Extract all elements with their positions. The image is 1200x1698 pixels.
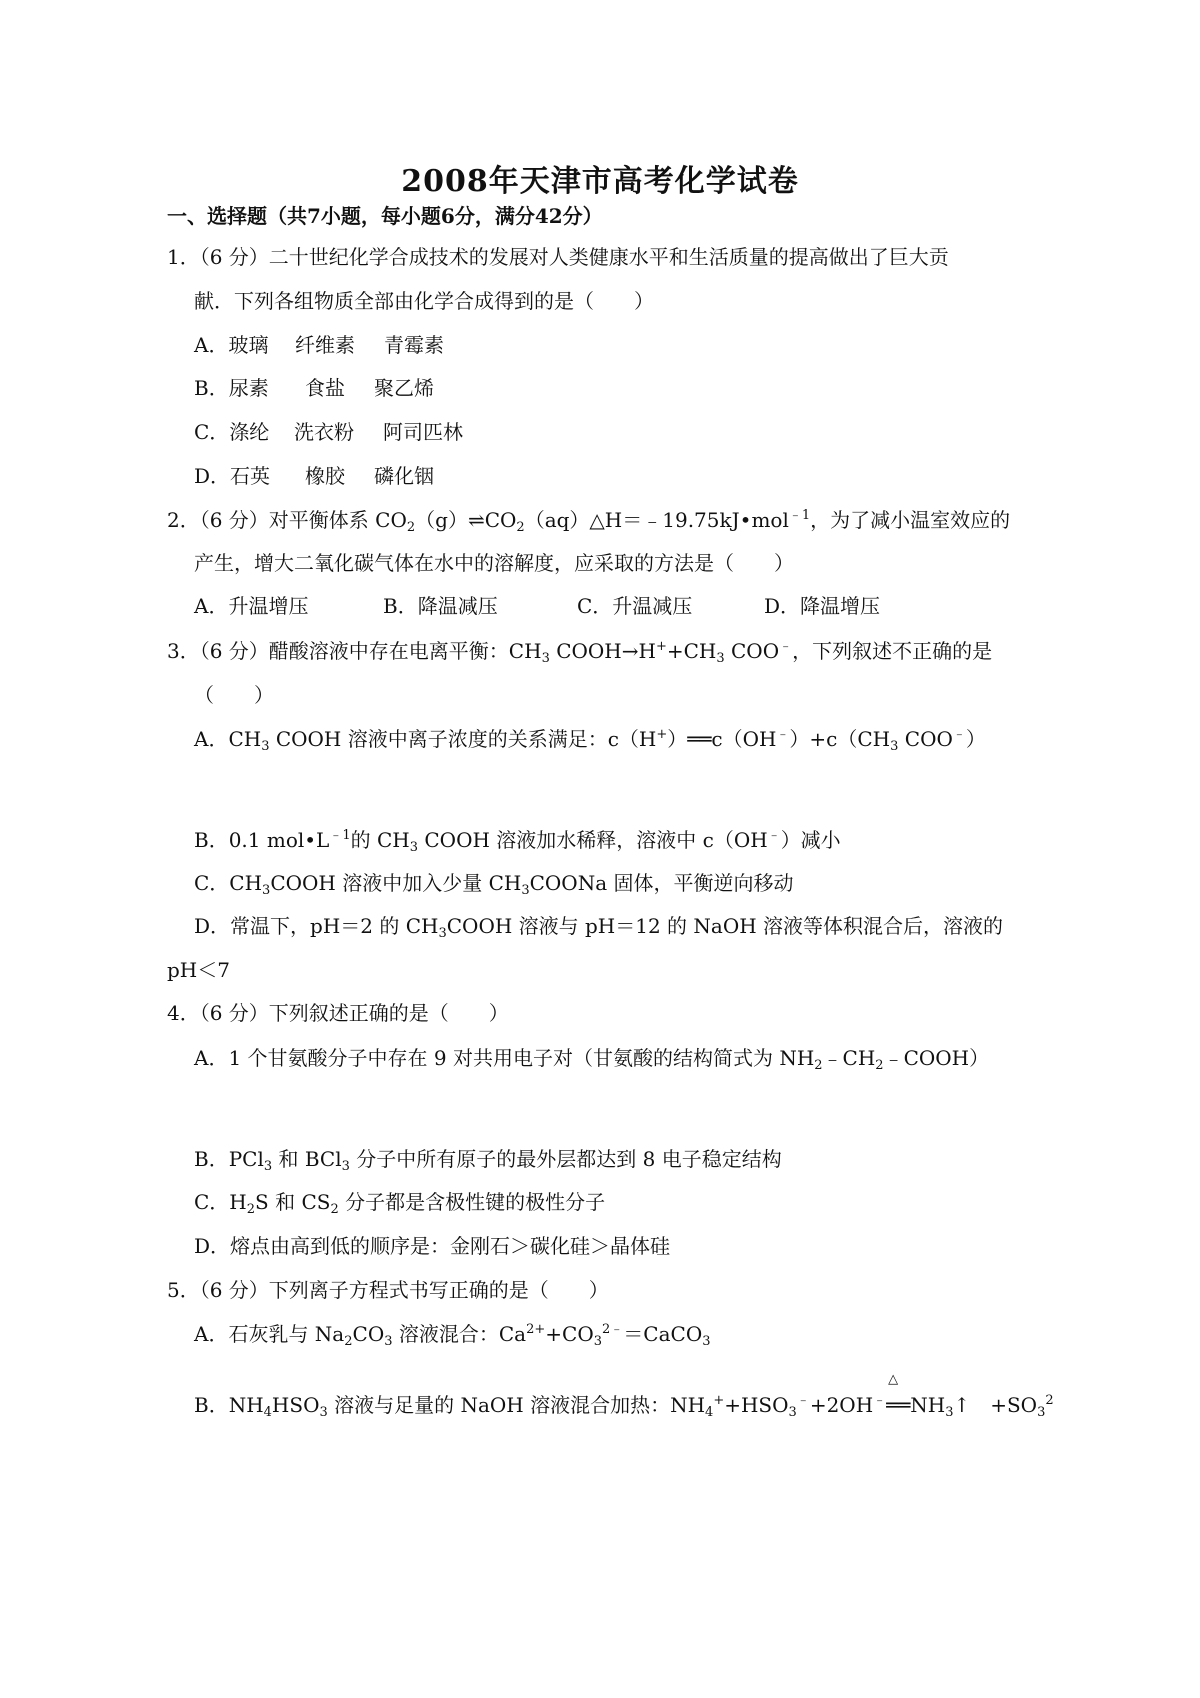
q3-sub: 3: [716, 651, 725, 666]
q5-b-sub: 3: [1037, 1405, 1046, 1420]
q2-option-b: B．降温减压: [383, 594, 498, 618]
q1-d-3: 磷化铟: [374, 464, 434, 488]
q3-a-text: ）+c（CH: [789, 727, 891, 751]
q3-a-sup: ﹣: [952, 727, 966, 742]
q3-a-text: COO: [898, 727, 953, 751]
q5-b-sup: ﹣: [796, 1393, 810, 1408]
q5-b-text: +HSO: [724, 1393, 789, 1417]
q2-option-c: C．升温减压: [577, 594, 693, 618]
q5-a-sub: 3: [702, 1334, 711, 1349]
q5-b-text: +2OH: [809, 1393, 874, 1417]
q5-a-text: +CO: [545, 1322, 594, 1346]
q5-b-sub: 3: [945, 1405, 954, 1420]
q3-stem-line2: （ ）: [194, 683, 274, 707]
q2-text: ，为了减小温室效应的: [810, 508, 1011, 532]
q3-a-text: COOH 溶液中离子浓度的关系满足：c（H: [269, 727, 657, 751]
q3-text: 3．（6 分）醋酸溶液中存在电离平衡：CH: [167, 639, 542, 663]
q3-c-sub: 3: [262, 883, 271, 898]
q5-option-b: [194, 1372, 1054, 1420]
page-title: 2008年天津市高考化学试卷: [401, 164, 799, 199]
q4-a-sub: 2: [875, 1058, 884, 1073]
q5-b-sup: +: [713, 1393, 725, 1408]
q5-a-sup: 2+: [526, 1322, 546, 1337]
q5-stem: 5．（6 分）下列离子方程式书写正确的是（ ）: [167, 1278, 609, 1302]
q5-b-sup: ﹣: [873, 1393, 887, 1408]
q3-option-c: [194, 869, 794, 897]
q5-a-text: A．石灰乳与 Na: [194, 1322, 345, 1346]
q5-a-sup: 2﹣: [602, 1322, 624, 1337]
q3-b-text: COOH 溶液加水稀释，溶液中 c（OH: [418, 828, 768, 852]
q1-b-2: 食盐: [305, 376, 345, 400]
q1-b-1: B．尿素: [194, 376, 269, 400]
q1-a-3: 青霉素: [384, 333, 444, 357]
q3-a-sup: +: [656, 727, 668, 742]
heating-triangle-icon: △: [888, 1372, 899, 1387]
q1-c-3: 阿司匹林: [383, 420, 463, 444]
q1-a-2: 纤维素: [295, 333, 355, 357]
q3-text: ，下列叙述不正确的是: [792, 639, 993, 663]
q3-b-text: B．0.1 mol•L: [194, 828, 330, 852]
q3-d-sub: 3: [438, 926, 447, 941]
q4-option-c: [194, 1188, 605, 1216]
q3-option-b: [194, 826, 841, 854]
q4-option-b: [194, 1145, 782, 1173]
q4-stem: 4．（6 分）下列叙述正确的是（ ）: [167, 1001, 509, 1025]
q4-option-a: [194, 1044, 989, 1072]
q5-a-sub: 3: [593, 1334, 603, 1349]
q2-text: （g）⇌CO: [415, 508, 517, 532]
q4-a-text: ﹣COOH）: [883, 1046, 990, 1070]
q5-b-sub: 4: [705, 1405, 714, 1420]
q3-b-sub: 3: [409, 840, 419, 855]
q5-option-a: [194, 1320, 711, 1348]
q3-a-sub: 3: [890, 739, 899, 754]
q3-option-d-line2: pH＜7: [167, 958, 230, 982]
q1-stem-line2: 献．下列各组物质全部由化学合成得到的是（ ）: [194, 289, 654, 313]
q1-b-3: 聚乙烯: [374, 376, 434, 400]
q3-text: COO: [724, 639, 780, 663]
heat-condition: [886, 1372, 946, 1419]
q4-b-text: 和 BCl: [272, 1147, 342, 1171]
q3-a-text: A．CH: [194, 727, 262, 751]
q2-sub: 2: [516, 520, 525, 535]
q2-text: 2．（6 分）对平衡体系 CO: [167, 508, 407, 532]
q4-c-text: S 和 CS: [255, 1190, 331, 1214]
q1-a-1: A．玻璃: [194, 333, 269, 357]
q3-b-sup: ﹣: [767, 828, 781, 843]
q3-a-sub: 3: [261, 739, 270, 754]
q2-text: （aq）△H＝﹣19.75kJ•mol: [524, 508, 789, 532]
q1-d-1: D．石英: [194, 464, 271, 488]
q3-c-text: C．CH: [194, 871, 263, 895]
q2-sup: ﹣1: [788, 508, 811, 523]
q5-a-text: ＝CaCO: [623, 1322, 703, 1346]
q4-b-text: 分子中所有原子的最外层都达到 8 电子稳定结构: [349, 1147, 782, 1171]
q3-c-text: COONa 固体，平衡逆向移动: [529, 871, 794, 895]
q5-b-text: HSO: [271, 1393, 320, 1417]
q3-option-d: [194, 912, 1003, 940]
q1-c-2: 洗衣粉: [294, 420, 354, 444]
q3-a-sup: ﹣: [776, 727, 790, 742]
q1-stem-line1: 1．（6 分）二十世纪化学合成技术的发展对人类健康水平和生活质量的提高做出了巨大贡: [167, 245, 949, 269]
q2-sub: 2: [406, 520, 416, 535]
q1-c-1: C．涤纶: [194, 420, 270, 444]
q3-text: COOH→H: [549, 639, 656, 663]
q3-a-text: ）: [965, 727, 986, 751]
q3-sub: 3: [541, 651, 550, 666]
q5-b-sub: 4: [263, 1405, 272, 1420]
section-heading: 一、选择题（共7小题，每小题6分，满分42分）: [167, 204, 603, 228]
q4-c-text: C．H: [194, 1190, 247, 1214]
q3-sup: ﹣: [779, 639, 793, 654]
q4-c-sub: 2: [246, 1202, 256, 1217]
q3-a-text: ）══c（OH: [667, 727, 777, 751]
q4-c-sub: 2: [330, 1202, 339, 1217]
q5-a-sub: 3: [384, 1334, 393, 1349]
q3-c-text: COOH 溶液中加入少量 CH: [270, 871, 522, 895]
q5-a-sub: 2: [344, 1334, 353, 1349]
q5-b-sup: 2: [1045, 1393, 1054, 1408]
q5-b-text: 溶液与足量的 NaOH 溶液混合加热：NH: [327, 1393, 706, 1417]
q3-c-sub: 3: [521, 883, 530, 898]
q5-a-text: 溶液混合：Ca: [392, 1322, 527, 1346]
q2-stem-line2: 产生，增大二氧化碳气体在水中的溶解度，应采取的方法是（ ）: [194, 551, 794, 575]
q5-b-text: ↑ +SO: [953, 1393, 1038, 1417]
q5-b-text: B．NH: [194, 1393, 264, 1417]
q5-b-sub: 3: [319, 1405, 328, 1420]
q3-stem-line1: [167, 637, 992, 665]
q4-b-sub: 3: [341, 1159, 350, 1174]
q4-a-sub: 2: [814, 1058, 823, 1073]
q5-a-text: CO: [352, 1322, 385, 1346]
q3-text: +CH: [666, 639, 717, 663]
q1-d-2: 橡胶: [305, 464, 345, 488]
q3-b-sup: ﹣1: [329, 828, 351, 843]
q2-option-a: A．升温增压: [194, 594, 309, 618]
q4-a-text: A．1 个甘氨酸分子中存在 9 对共用电子对（甘氨酸的结构简式为 NH: [194, 1046, 815, 1070]
q4-b-sub: 3: [263, 1159, 273, 1174]
q4-a-text: ﹣CH: [822, 1046, 876, 1070]
q3-d-text: COOH 溶液与 pH＝12 的 NaOH 溶液等体积混合后，溶液的: [446, 914, 1004, 938]
q5-b-sub: 3: [788, 1405, 797, 1420]
q4-b-text: B．PCl: [194, 1147, 264, 1171]
q2-stem-line1: [167, 506, 1010, 534]
q3-option-a: [194, 725, 986, 753]
q3-b-text: 的 CH: [350, 828, 410, 852]
q3-b-text: ）减小: [780, 828, 841, 852]
q4-c-text: 分子都是含极性键的极性分子: [338, 1190, 606, 1214]
q3-d-text: D．常温下，pH＝2 的 CH: [194, 914, 439, 938]
q5-b-text: ══NH: [886, 1393, 946, 1417]
q2-option-d: D．降温增压: [764, 594, 881, 618]
q4-option-d: D．熔点由高到低的顺序是：金刚石＞碳化硅＞晶体硅: [194, 1234, 671, 1258]
q3-sup: +: [655, 639, 667, 654]
